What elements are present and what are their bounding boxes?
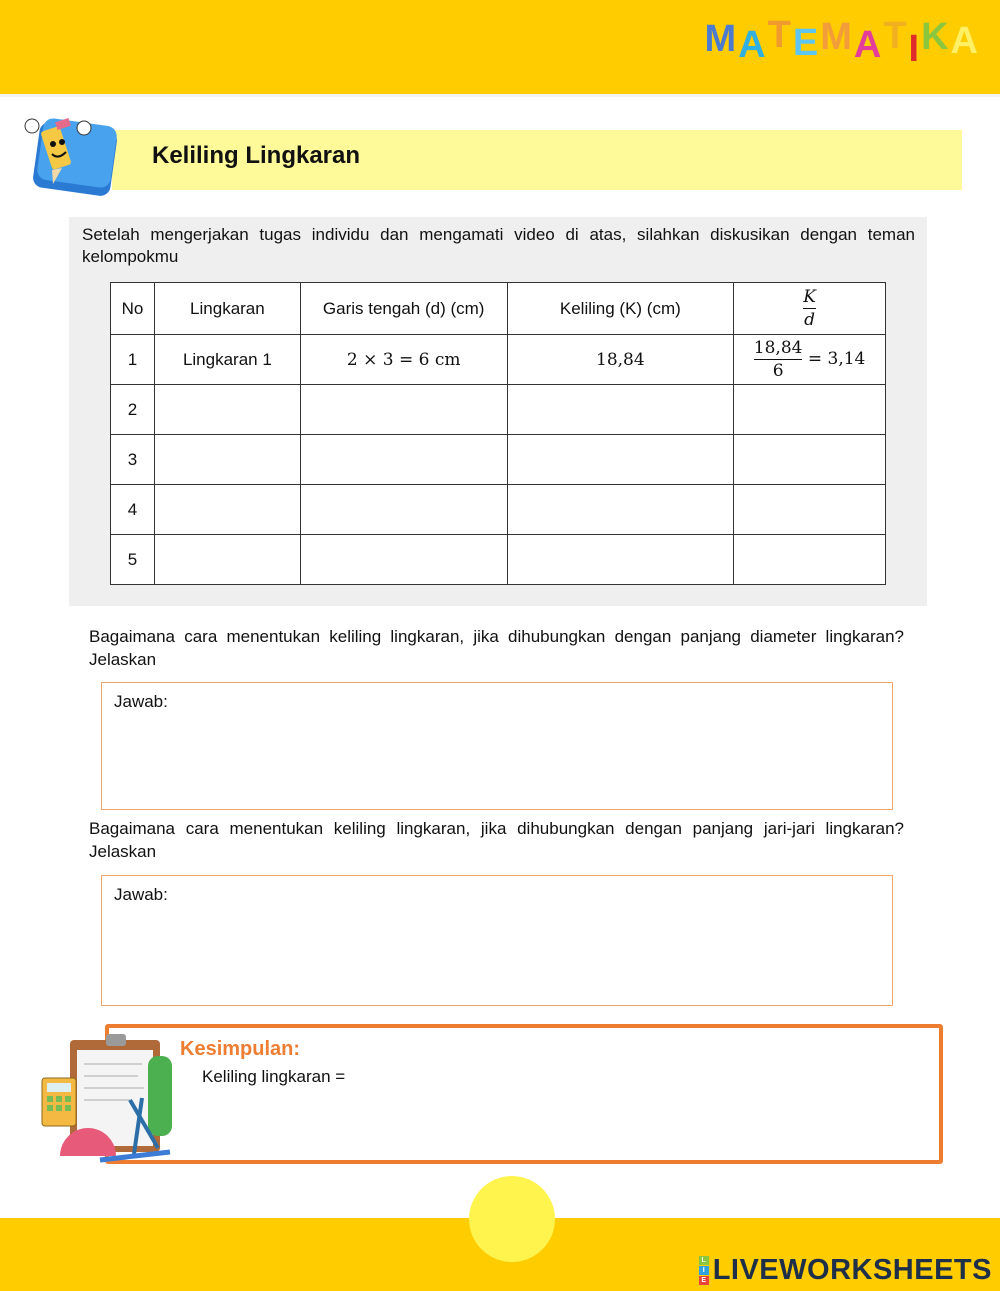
cell-no: 3 [111,435,155,485]
brand-letter: M [820,16,854,58]
table-row [111,335,886,385]
cell-lingkaran-input[interactable] [154,435,300,485]
intro-text: Setelah mengerjakan tugas individu dan mengamati video di atas, silahkan diskusikan dengan teman kelompokmu [82,225,915,266]
ratio-value-denominator: 6 [772,361,784,381]
header-no: No [111,283,155,335]
header-diameter: Garis tengah (d) (cm) [300,283,507,335]
ratio-numerator: K [803,287,816,307]
brand-letter: K [921,16,951,58]
cell-lingkaran-input[interactable] [154,535,300,585]
cell-lingkaran: Lingkaran 1 [154,335,300,385]
footer-circle [469,1176,555,1262]
table-row [111,385,886,435]
cell-keliling-input[interactable] [507,535,734,585]
header-band [0,0,1000,97]
header-keliling: Keliling (K) (cm) [507,283,734,335]
cell-keliling-input[interactable] [507,435,734,485]
brand-letter: A [853,24,884,66]
table-header-row [111,283,886,335]
brand-letter: A [738,24,768,66]
ratio-denominator: d [804,310,816,330]
answer-box-diameter[interactable] [101,682,893,810]
conclusion-text: Keliling lingkaran = [202,1067,346,1086]
cell-diameter-input[interactable] [300,385,507,435]
section-title-wrap [22,112,982,202]
cell-ratio-input[interactable] [734,535,886,585]
brand-matematika [704,14,980,70]
table-row [111,485,886,535]
cell-keliling: 18,84 [507,335,734,385]
cell-ratio-input[interactable] [734,385,886,435]
cell-diameter-input[interactable] [300,435,507,485]
cell-no: 5 [111,535,155,585]
answer-label: Jawab: [114,692,168,711]
brand-letter: T [767,14,793,56]
liveworksheets-logo[interactable] [699,1254,992,1287]
cell-ratio-input[interactable] [734,435,886,485]
cell-lingkaran-input[interactable] [154,385,300,435]
cell-diameter: 2 × 3 = 6 cm [300,335,507,385]
cell-keliling-input[interactable] [507,385,734,435]
answer-box-radius[interactable] [101,875,893,1006]
ratio-fraction [803,286,816,331]
data-table [110,282,886,585]
pencil-mascot-icon [22,112,122,200]
ratio-value-numerator: 18,84 [753,338,803,358]
cell-ratio [734,335,886,385]
logo-text: LIVEWORKSHEETS [712,1254,992,1286]
question-diameter: Bagaimana cara menentukan keliling lingkaran, jika dihubungkan dengan panjang diameter lingkaran? Jelaskan [89,627,904,669]
cell-diameter-input[interactable] [300,485,507,535]
brand-letter: I [908,28,922,70]
cell-no: 1 [111,335,155,385]
ratio-result: = 3,14 [807,349,866,369]
brand-letter: A [950,20,980,62]
cell-keliling-input[interactable] [507,485,734,535]
brand-letter: M [704,18,739,60]
cell-diameter-input[interactable] [300,535,507,585]
page-title: Keliling Lingkaran [152,142,361,169]
cell-ratio-input[interactable] [734,485,886,535]
answer-label: Jawab: [114,885,168,904]
header-ratio [734,283,886,335]
cell-lingkaran-input[interactable] [154,485,300,535]
table-row [111,435,886,485]
math-tools-icon [30,1030,180,1170]
conclusion-title: Kesimpulan: [180,1038,301,1060]
cell-no: 4 [111,485,155,535]
question-radius: Bagaimana cara menentukan keliling lingkaran, jika dihubungkan dengan panjang jari-jari lingkaran? Jelaskan [89,819,904,861]
cell-no: 2 [111,385,155,435]
table-row [111,535,886,585]
brand-letter: E [792,22,821,64]
header-lingkaran: Lingkaran [154,283,300,335]
logo-blocks-icon: L I E [699,1256,709,1285]
brand-letter: T [883,15,909,57]
ratio-fraction-value [754,337,803,382]
